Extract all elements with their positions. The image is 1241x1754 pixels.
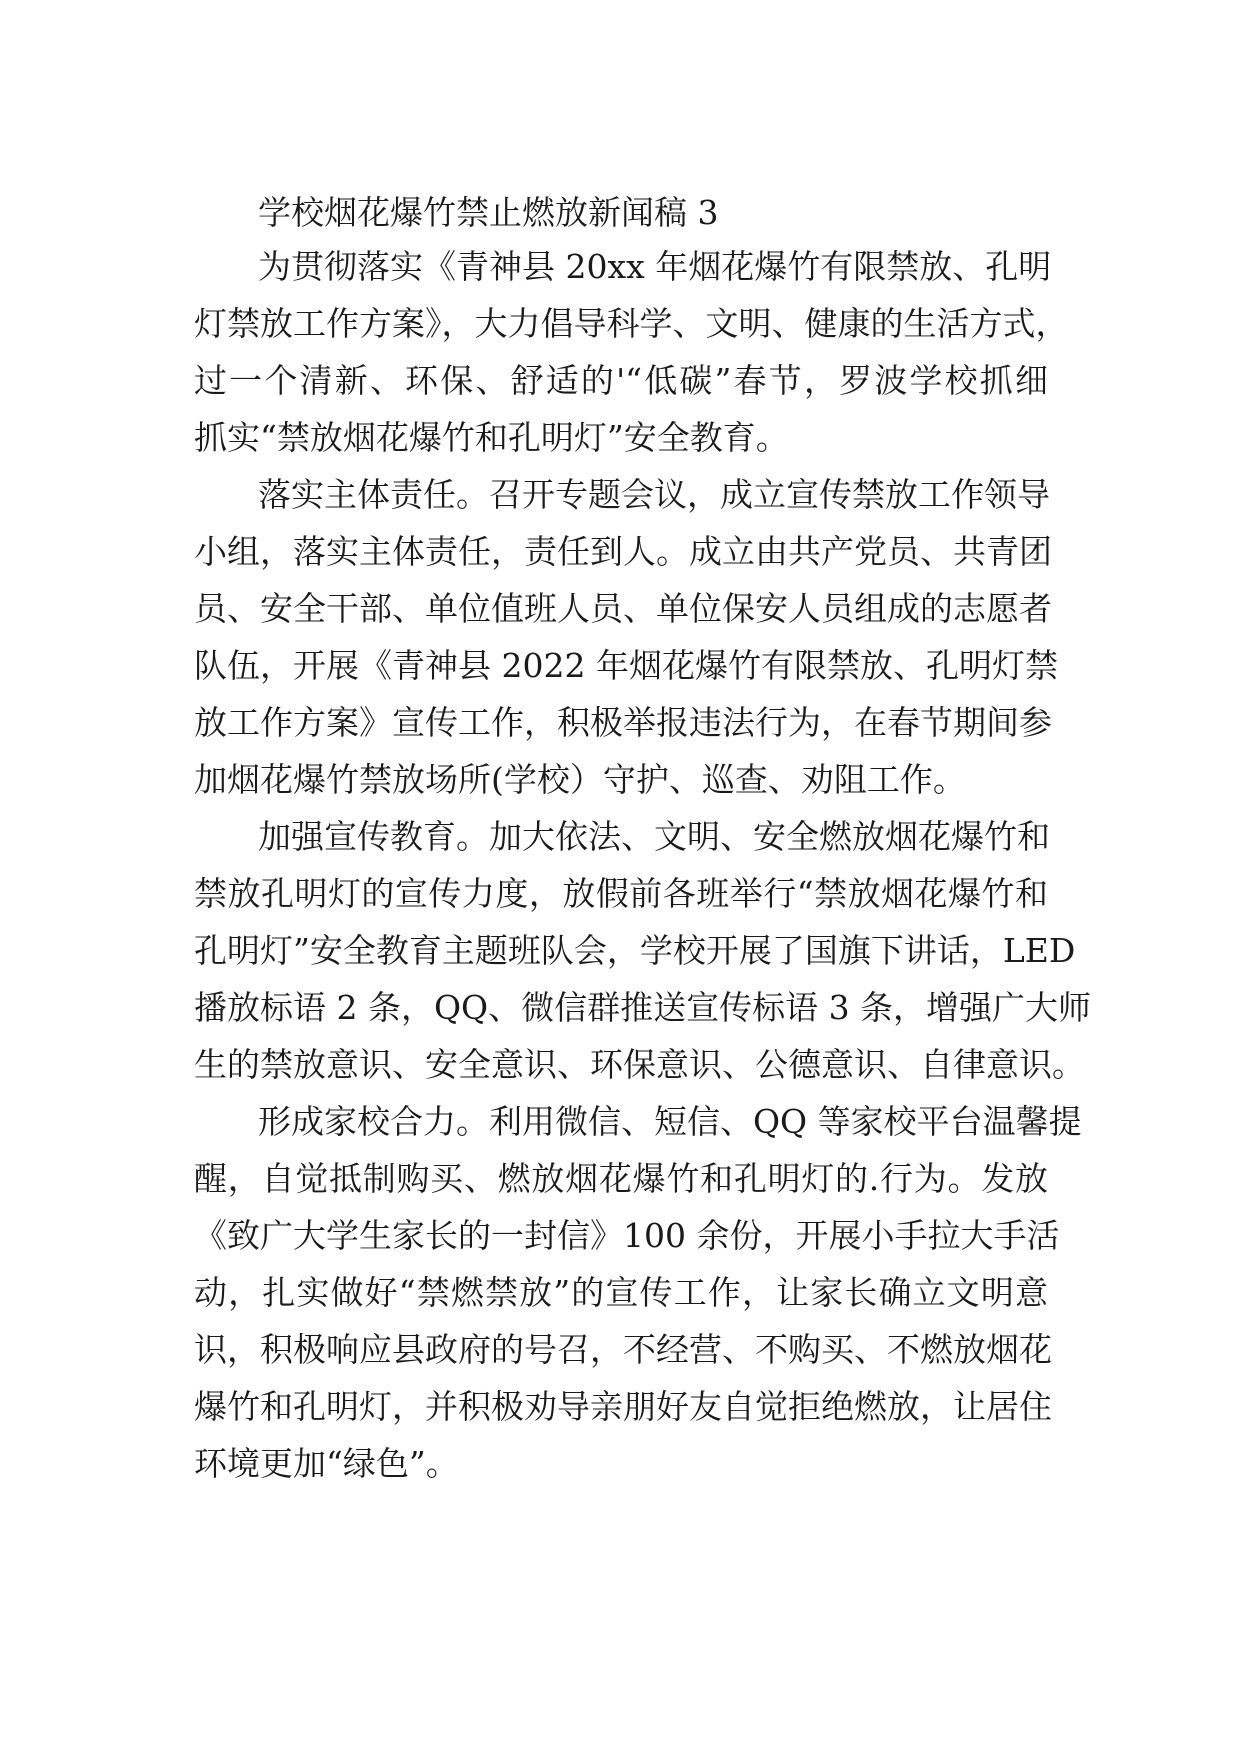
- paragraph-line: 形成家校合力。利用微信、短信、QQ 等家校平台温馨提: [258, 1102, 1082, 1141]
- paragraph-line: 队伍，开展《青神县 2022 年烟花爆竹有限禁放、孔明灯禁: [194, 646, 1058, 685]
- document-title: 学校烟花爆竹禁止燃放新闻稿 3: [258, 193, 719, 232]
- paragraph-line: 为贯彻落实《青神县 20xx 年烟花爆竹有限禁放、孔明: [258, 247, 1052, 286]
- paragraph-2: [194, 466, 1058, 808]
- paragraph-line: 放工作方案》宣传工作，积极举报违法行为，在春节期间参: [194, 703, 1052, 742]
- paragraph-line: 爆竹和孔明灯，并积极劝导亲朋好友自觉拒绝燃放，让居住: [194, 1387, 1052, 1426]
- paragraph-line: 动，扎实做好“禁燃禁放”的宣传工作，让家长确立文明意: [194, 1273, 1048, 1312]
- paragraph-line: 小组，落实主体责任，责任到人。成立由共产党员、共青团: [194, 532, 1052, 571]
- paragraph-line: 过一个清新、环保、舒适的'“低碳”春节，罗波学校抓细: [194, 361, 1048, 400]
- paragraph-4: [194, 1093, 1082, 1492]
- paragraph-line: 识，积极响应县政府的号召，不经营、不购买、不燃放烟花: [194, 1330, 1052, 1369]
- paragraph-line: 抓实“禁放烟花爆竹和孔明灯”安全教育。: [194, 418, 789, 457]
- paragraph-line: 灯禁放工作方案》，大力倡导科学、文明、健康的生活方式，: [194, 304, 1069, 343]
- paragraph-line: 禁放孔明灯的宣传力度，放假前各班举行“禁放烟花爆竹和: [194, 874, 1048, 913]
- paragraph-line: 加强宣传教育。加大依法、文明、安全燃放烟花爆竹和: [258, 817, 1050, 856]
- paragraph-line: 员、安全干部、单位值班人员、单位保安人员组成的志愿者: [194, 589, 1052, 628]
- paragraph-line: 孔明灯”安全教育主题班队会，学校开展了国旗下讲话，LED: [194, 931, 1076, 970]
- paragraph-line: 加烟花爆竹禁放场所(学校）守护、巡查、劝阻工作。: [194, 760, 966, 799]
- paragraph-line: 醒，自觉抵制购买、燃放烟花爆竹和孔明灯的.行为。发放: [194, 1159, 1048, 1198]
- paragraph-line: 《致广大学生家长的一封信》100 余份，开展小手拉大手活: [194, 1216, 1060, 1255]
- paragraph-3: [194, 808, 1092, 1093]
- paragraph-line: 播放标语 2 条，QQ、微信群推送宣传标语 3 条，增强广大师: [194, 988, 1092, 1027]
- paragraph-1: [194, 238, 1069, 466]
- paragraph-line: 生的禁放意识、安全意识、环保意识、公德意识、自律意识。: [194, 1045, 1085, 1084]
- paragraph-line: 环境更加“绿色”。: [194, 1444, 459, 1483]
- paragraph-line: 落实主体责任。召开专题会议，成立宣传禁放工作领导: [258, 475, 1050, 514]
